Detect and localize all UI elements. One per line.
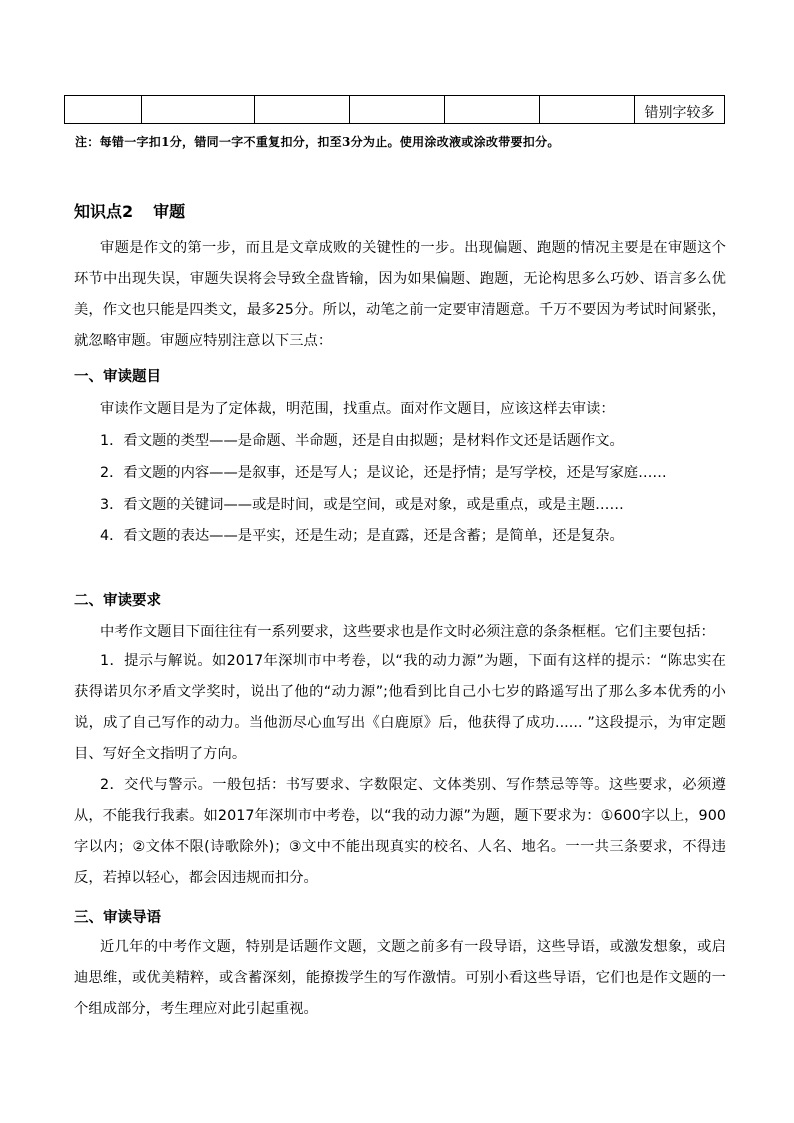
part2-paragraph-2: 2．交代与警示。一般包括：书写要求、字数限定、文体类别、写作禁忌等等。这些要求，必须遵从，不能我行我素。如2017年深圳市中考卷，以“我的动力源”为题，题下要求为：①600字以上，900字以内；②文体不限(诗歌除外)；③文中不能出现真实的校名、人名、地名。一一共三条要求，不得违反，若掉以轻心，都会因违规而扣分。 [74, 777, 726, 886]
part3-heading: 三、审读导语 [74, 910, 161, 926]
part1-item-1: 1．看文题的类型——是命题、半命题，还是自由拟题；是材料作文还是话题作文。 [100, 433, 624, 449]
table-cell [255, 96, 350, 124]
part1-item-2: 2．看文题的内容——是叙事，还是写人；是议论，还是抒情；是写学校，还是写家庭…… [100, 465, 667, 481]
table-cell [350, 96, 445, 124]
section-label: 知识点2 [74, 202, 134, 221]
scoring-note: 注：每错一字扣1分，错同一字不重复扣分，扣至3分为止。使用涂改液或涂改带要扣分。 [75, 135, 560, 149]
part3-paragraph: 近几年的中考作文题，特别是话题作文题，文题之前多有一段导语，这些导语，或激发想象，或启迪思维，或优美精粹，或含蓄深刻，能撩拨学生的写作激情。可别小看这些导语，它们也是作文题的一个组成部分，考生理应对此引起重视。 [74, 939, 726, 1017]
table-cell [445, 96, 540, 124]
table-cell [142, 96, 255, 124]
table-row [65, 96, 725, 124]
part1-lead: 审读作文题目是为了定体裁，明范围，找重点。面对作文题目，应该这样去审读： [100, 401, 615, 417]
scoring-table-fragment [64, 95, 725, 124]
part2-paragraph-1: 1．提示与解说。如2017年深圳市中考卷，以“我的动力源”为题，下面有这样的提示：“陈忠实在获得诺贝尔矛盾文学奖时，说出了他的“动力源”;他看到比自己小七岁的路遥写出了那么多本优秀的小说，成了自己写作的动力。当他沥尽心血写出《白鹿原》后，他获得了成功...... ”这段提示，为审定题目、写好全文指明了方向。 [74, 653, 726, 762]
intro-paragraph: 审题是作文的第一步，而且是文章成败的关键性的一步。出现偏题、跑题的情况主要是在审题这个环节中出现失误，审题失误将会导致全盘皆输，因为如果偏题、跑题，无论构思多么巧妙、语言多么优美，作文也只能是四类文，最多25分。所以，动笔之前一定要审清题意。千万不要因为考试时间紧张，就忽略审题。审题应特别注意以下三点： [74, 240, 726, 349]
part1-item-4: 4．看文题的表达——是平实，还是生动；是直露，还是含蓄；是简单，还是复杂。 [100, 528, 624, 544]
table-cell [65, 96, 142, 124]
part2-lead: 中考作文题目下面往往有一系列要求，这些要求也是作文时必须注意的条条框框。它们主要包括： [100, 624, 715, 640]
part1-item-3: 3．看文题的关键词——或是时间，或是空间，或是对象，或是重点，或是主题…… [100, 497, 624, 513]
part1-heading: 一、审读题目 [74, 369, 161, 385]
part2-heading: 二、审读要求 [74, 593, 161, 609]
section-title: 审题 [153, 202, 186, 221]
section-heading [74, 199, 185, 222]
table-cell-typo-label: 错别字较多 [635, 96, 725, 124]
table-cell [540, 96, 635, 124]
